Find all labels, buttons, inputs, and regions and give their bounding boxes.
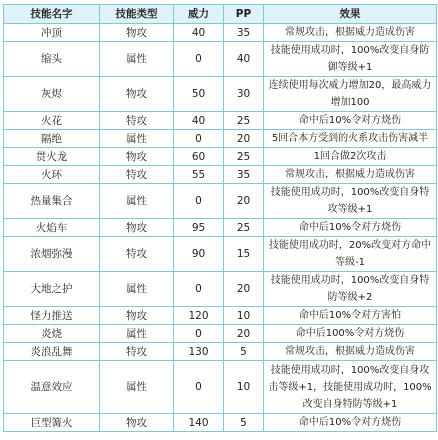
- power-cell: 130: [174, 343, 224, 361]
- effect-cell: 技能使用成功时，20%改变对方命中等级-1: [264, 237, 437, 272]
- effect-cell: 5回合本方受到的火系攻击伤害减半: [264, 130, 437, 148]
- skill-type-cell: 属性: [100, 361, 174, 414]
- table-row: [4, 148, 437, 166]
- power-cell: 60: [174, 148, 224, 166]
- table-row: [4, 184, 437, 219]
- table-body: [4, 24, 437, 432]
- skill-type-cell: 属性: [100, 184, 174, 219]
- header-power: 威力: [174, 5, 224, 24]
- table-row: [4, 112, 437, 130]
- skill-type-cell: 特攻: [100, 237, 174, 272]
- table-row: [4, 272, 437, 307]
- power-cell: 0: [174, 361, 224, 414]
- table-row: [4, 414, 437, 432]
- effect-cell: 命中后10%令对方烧伤: [264, 414, 437, 432]
- effect-cell: 常规攻击，根据威力造成伤害: [264, 343, 437, 361]
- power-cell: 40: [174, 24, 224, 42]
- power-cell: 140: [174, 414, 224, 432]
- skill-type-cell: 属性: [100, 130, 174, 148]
- pp-cell: 5: [224, 414, 264, 432]
- skill-name-cell: 冲顶: [4, 24, 100, 42]
- power-cell: 40: [174, 112, 224, 130]
- skill-type-cell: 属性: [100, 272, 174, 307]
- pp-cell: 20: [224, 184, 264, 219]
- power-cell: 0: [174, 42, 224, 77]
- pp-cell: 35: [224, 166, 264, 184]
- pp-cell: 30: [224, 77, 264, 112]
- skill-name-cell: 隔绝: [4, 130, 100, 148]
- skill-type-cell: 属性: [100, 325, 174, 343]
- effect-cell: 命中后10%令对方烧伤: [264, 112, 437, 130]
- skill-name-cell: 缩头: [4, 42, 100, 77]
- skill-type-cell: 特攻: [100, 166, 174, 184]
- pp-cell: 20: [224, 130, 264, 148]
- table-row: [4, 343, 437, 361]
- effect-cell: 技能使用成功时，100%改变自身攻击等级+1，技能使用成功时，100%改变自身特防等级+1: [264, 361, 437, 414]
- skill-type-cell: 特攻: [100, 112, 174, 130]
- pp-cell: 35: [224, 24, 264, 42]
- pp-cell: 20: [224, 272, 264, 307]
- skill-name-cell: 火花: [4, 112, 100, 130]
- table-row: [4, 77, 437, 112]
- power-cell: 0: [174, 325, 224, 343]
- table-header-row: [4, 5, 437, 24]
- skill-type-cell: 特攻: [100, 343, 174, 361]
- pp-cell: 10: [224, 361, 264, 414]
- skill-name-cell: 炎烧: [4, 325, 100, 343]
- skill-type-cell: 属性: [100, 42, 174, 77]
- skill-name-cell: 灰烬: [4, 77, 100, 112]
- pp-cell: 40: [224, 42, 264, 77]
- skill-table: [3, 4, 437, 432]
- skill-name-cell: 巨型篝火: [4, 414, 100, 432]
- effect-cell: 常规攻击，根据威力造成伤害: [264, 24, 437, 42]
- skill-type-cell: 物攻: [100, 414, 174, 432]
- effect-cell: 连续使用每次威力增加20，最高威力增加100: [264, 77, 437, 112]
- skill-type-cell: 物攻: [100, 24, 174, 42]
- header-effect: 效果: [264, 5, 437, 24]
- pp-cell: 5: [224, 343, 264, 361]
- skill-name-cell: 怪力推送: [4, 307, 100, 325]
- power-cell: 55: [174, 166, 224, 184]
- table-row: [4, 24, 437, 42]
- effect-cell: 1回合做2次攻击: [264, 148, 437, 166]
- effect-cell: 命中后10%令对方害怕: [264, 307, 437, 325]
- skill-name-cell: 火环: [4, 166, 100, 184]
- skill-name-cell: 贯火龙: [4, 148, 100, 166]
- table-row: [4, 42, 437, 77]
- pp-cell: 25: [224, 219, 264, 237]
- table-row: [4, 325, 437, 343]
- power-cell: 0: [174, 130, 224, 148]
- effect-cell: 命中后10%令对方烧伤: [264, 219, 437, 237]
- power-cell: 0: [174, 272, 224, 307]
- table-row: [4, 361, 437, 414]
- skill-type-cell: 物攻: [100, 219, 174, 237]
- power-cell: 0: [174, 184, 224, 219]
- effect-cell: 技能使用成功时，100%改变自身特攻等级+1: [264, 184, 437, 219]
- skill-name-cell: 浓烟弥漫: [4, 237, 100, 272]
- effect-cell: 命中后100%令对方烧伤: [264, 325, 437, 343]
- table-row: [4, 237, 437, 272]
- table-row: [4, 219, 437, 237]
- table-row: [4, 130, 437, 148]
- pp-cell: 25: [224, 112, 264, 130]
- header-skill-type: 技能类型: [100, 5, 174, 24]
- pp-cell: 10: [224, 307, 264, 325]
- power-cell: 95: [174, 219, 224, 237]
- skill-type-cell: 物攻: [100, 148, 174, 166]
- skill-name-cell: 大地之护: [4, 272, 100, 307]
- effect-cell: 常规攻击，根据威力造成伤害: [264, 166, 437, 184]
- power-cell: 120: [174, 307, 224, 325]
- pp-cell: 25: [224, 148, 264, 166]
- pp-cell: 15: [224, 237, 264, 272]
- power-cell: 50: [174, 77, 224, 112]
- table-row: [4, 307, 437, 325]
- effect-cell: 技能使用成功时，100%改变自身特防等级+2: [264, 272, 437, 307]
- header-pp: PP: [224, 5, 264, 24]
- skill-type-cell: 物攻: [100, 307, 174, 325]
- pp-cell: 20: [224, 325, 264, 343]
- effect-cell: 技能使用成功时，100%改变自身防御等级+1: [264, 42, 437, 77]
- power-cell: 90: [174, 237, 224, 272]
- table-row: [4, 166, 437, 184]
- skill-type-cell: 物攻: [100, 77, 174, 112]
- header-skill-name: 技能名字: [4, 5, 100, 24]
- skill-name-cell: 热量集合: [4, 184, 100, 219]
- skill-name-cell: 温意效应: [4, 361, 100, 414]
- skill-name-cell: 炎浪乱舞: [4, 343, 100, 361]
- skill-name-cell: 火焰车: [4, 219, 100, 237]
